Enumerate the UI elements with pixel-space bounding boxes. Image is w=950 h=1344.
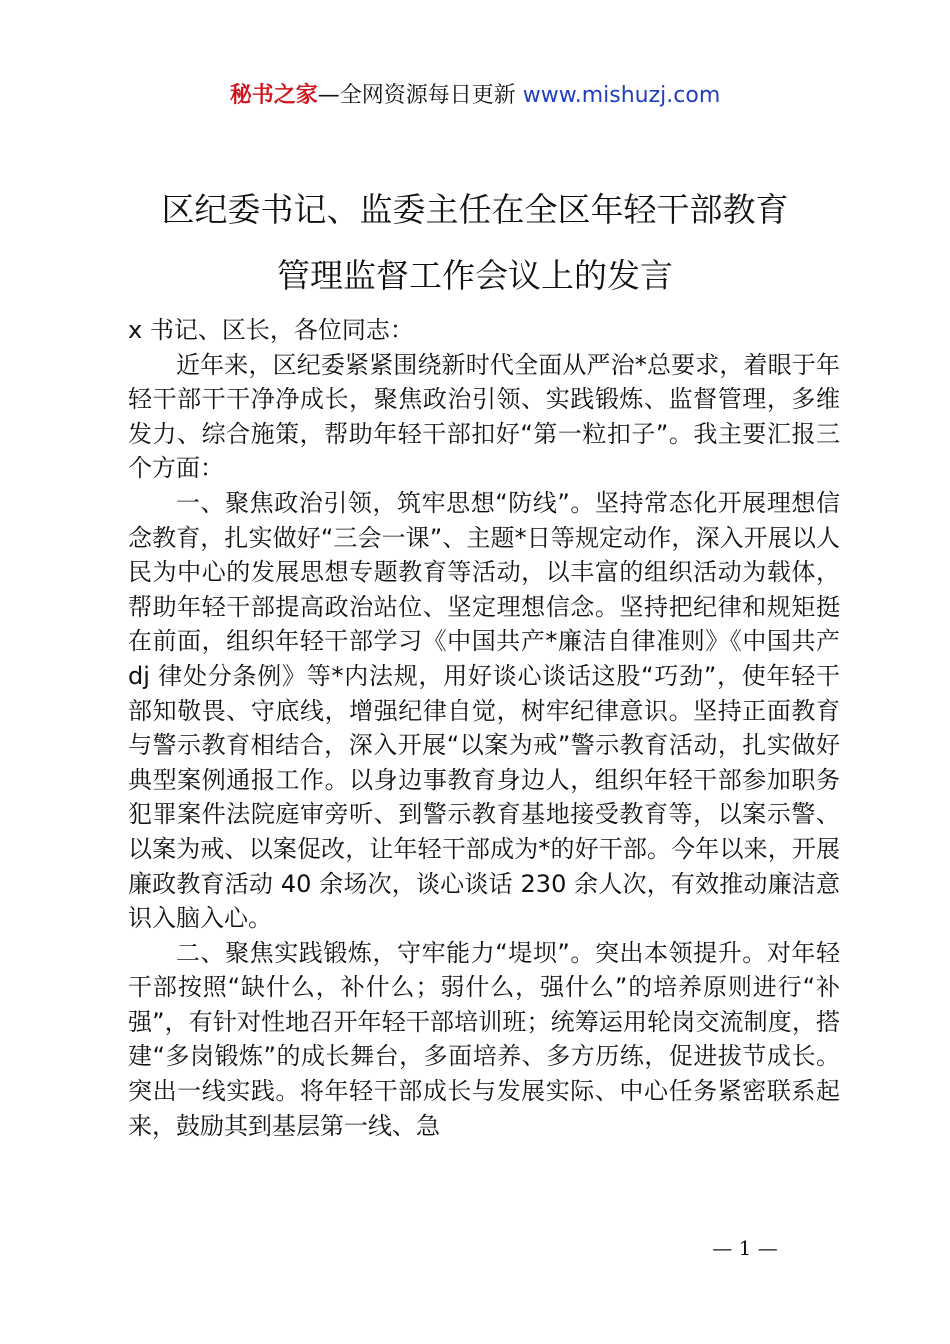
paragraph-practice-training: 二、聚焦实践锻炼，守牢能力“堤坝”。突出本领提升。对年轻干部按照“缺什么，补什么；弱什么，强什么”的培养原则进行“补强”，有针对性地召开年轻干部培训班；统筹运用轮岗交流制度，搭建“多岗锻炼”的成长舞台，多面培养、多方历练，促进拔节成长。突出一线实践。将年轻干部成长与发展实际、中心任务紧密联系起来，鼓励其到基层第一线、急 <box>128 938 840 1140</box>
site-header <box>0 80 950 112</box>
site-tagline: —全网资源每日更新 <box>317 83 523 108</box>
paragraph-intro: 近年来，区纪委紧紧围绕新时代全面从严治*总要求，着眼于年轻干部干干净净成长，聚焦政治引领、实践锻炼、监督管理，多维发力、综合施策，帮助年轻干部扣好“第一粒扣子”。我主要汇报三个方面： <box>128 350 840 483</box>
salutation: x 书记、区长，各位同志： <box>128 316 414 344</box>
page-number: — 1 — <box>712 1236 778 1260</box>
site-url-link[interactable]: www.mishuzj.com <box>522 83 721 108</box>
document-title-line-2: 管理监督工作会议上的发言 <box>277 256 673 295</box>
site-brand: 秘书之家 <box>229 83 318 108</box>
document-title-line-1: 区纪委书记、监委主任在全区年轻干部教育 <box>161 190 789 229</box>
paragraph-political-guidance: 一、聚焦政治引领，筑牢思想“防线”。坚持常态化开展理想信念教育，扎实做好“三会一课”、主题*日等规定动作，深入开展以人民为中心的发展思想专题教育等活动，以丰富的组织活动为载体，帮助年轻干部提高政治站位、坚定理想信念。坚持把纪律和规矩挺在前面，组织年轻干部学习《中国共产*廉洁自律准则》《中国共产 dj 律处分条例》等*内法规，用好谈心谈话这股“巧劲”，使年轻干部知敬畏、守底线，增强纪律自觉，树牢纪律意识。坚持正面教育与警示教育相结合，深入开展“以案为戒”警示教育活动，扎实做好典型案例通报工作。以身边事教育身边人，组织年轻干部参加职务犯罪案件法院庭审旁听、到警示教育基地接受教育等，以案示警、以案为戒、以案促改，让年轻干部成为*的好干部。今年以来，开展廉政教育活动 40 余场次，谈心谈话 230 余人次，有效推动廉洁意识入脑入心。 <box>128 488 840 933</box>
document-body <box>128 313 840 1143</box>
